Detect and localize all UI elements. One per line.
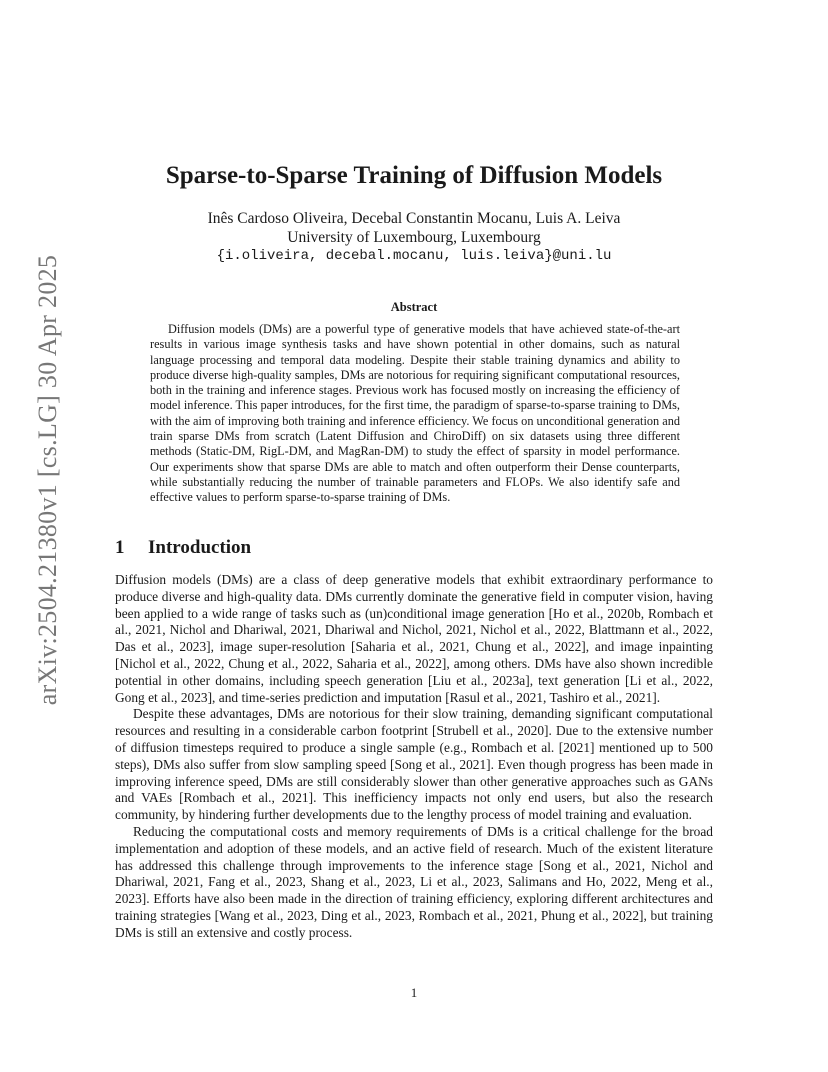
paragraph: Reducing the computational costs and memory requirements of DMs is a critical challenge for the broad implementation and adoption of these models, and an active field of research. Much of the existent literature has addressed this challenge through improvements to the inference stage [Song et al., 2021, Nichol and Dhariwal, 2021, Fang et al., 2023, Shang et al., 2023, Li et al., 2023, Salimans and Ho, 2022, Meng et al., 2023]. Efforts have also been made in the direction of training efficiency, exploring different architectures and training strategies [Wang et al., 2023, Ding et al., 2023, Rombach et al., 2021, Phung et al., 2022], but training DMs is still an extensive and costly process. <box>115 823 713 940</box>
author-emails: {i.oliveira, decebal.mocanu, luis.leiva}@uni.lu <box>216 248 612 264</box>
abstract-heading: Abstract <box>390 300 438 314</box>
section-body <box>115 572 713 942</box>
paragraph: Diffusion models (DMs) are a class of deep generative models that exhibit extraordinary performance to produce diverse and high-quality data. DMs currently dominate the generative field in computer vision, having been applied to a wide range of tasks such as (un)conditional image generation [Ho et al., 2020b, Rombach et al., 2021, Nichol and Dhariwal, 2021, Dhariwal and Nichol, 2021, Nichol et al., 2022, Blattmann et al., 2022, Das et al., 2023], image super-resolution [Saharia et al., 2021, Chung et al., 2022], and image inpainting [Nichol et al., 2022, Chung et al., 2022, Saharia et al., 2022], among others. DMs have also shown incredible potential in other domains, including speech generation [Liu et al., 2023a], text generation [Li et al., 2022, Gong et al., 2023], and time-series prediction and imputation [Rasul et al., 2021, Tashiro et al., 2021]. <box>115 572 713 705</box>
paragraph: Despite these advantages, DMs are notorious for their slow training, demanding significant computational resources and resulting in a considerable carbon footprint [Strubell et al., 2020]. Due to the extensive number of diffusion timesteps required to produce a single sample (e.g., Rombach et al. [2021] mentioned up to 500 steps), DMs also suffer from slow sampling speed [Song et al., 2021]. Even though progress has been made in improving inference speed, DMs are still considerably slower than other generative approaches such as GANs and VAEs [Rombach et al., 2021]. This inefficiency impacts not only end users, but also the research community, by hindering further developments due to the lengthy process of model training and evaluation. <box>115 706 713 823</box>
affiliation: University of Luxembourg, Luxembourg <box>287 229 541 246</box>
section-heading <box>115 537 251 559</box>
section-title: Introduction <box>148 537 252 558</box>
paper-title: Sparse-to-Sparse Training of Diffusion Models <box>165 162 663 189</box>
abstract-text: Diffusion models (DMs) are a powerful type of generative models that have achieved state-of-the-art results in various image synthesis tasks and have shown potential in other domains, such as natural language processing and temporal data modeling. Despite their stable training dynamics and ability to produce diverse high-quality samples, DMs are notorious for requiring significant computational resources, both in the training and inference stages. Previous work has focused mostly on increasing the efficiency of model inference. This paper introduces, for the first time, the paradigm of sparse-to-sparse training to DMs, with the aim of improving both training and inference efficiency. We focus on unconditional generation and train sparse DMs from scratch (Latent Diffusion and ChiroDiff) on six datasets using three different methods (Static-DM, RigL-DM, and MagRan-DM) to study the effect of sparsity in model performance. Our experiments show that sparse DMs are able to match and often outperform their Dense counterparts, while substantially reducing the number of trainable parameters and FLOPs. We also identify safe and effective values to perform sparse-to-sparse training of DMs. <box>150 322 680 505</box>
page-number: 1 <box>410 985 418 1000</box>
section-number: 1 <box>115 537 125 558</box>
author-list: Inês Cardoso Oliveira, Decebal Constantin Mocanu, Luis A. Leiva <box>207 210 621 227</box>
arxiv-identifier: arXiv:2504.21380v1 [cs.LG] 30 Apr 2025 <box>33 254 62 706</box>
